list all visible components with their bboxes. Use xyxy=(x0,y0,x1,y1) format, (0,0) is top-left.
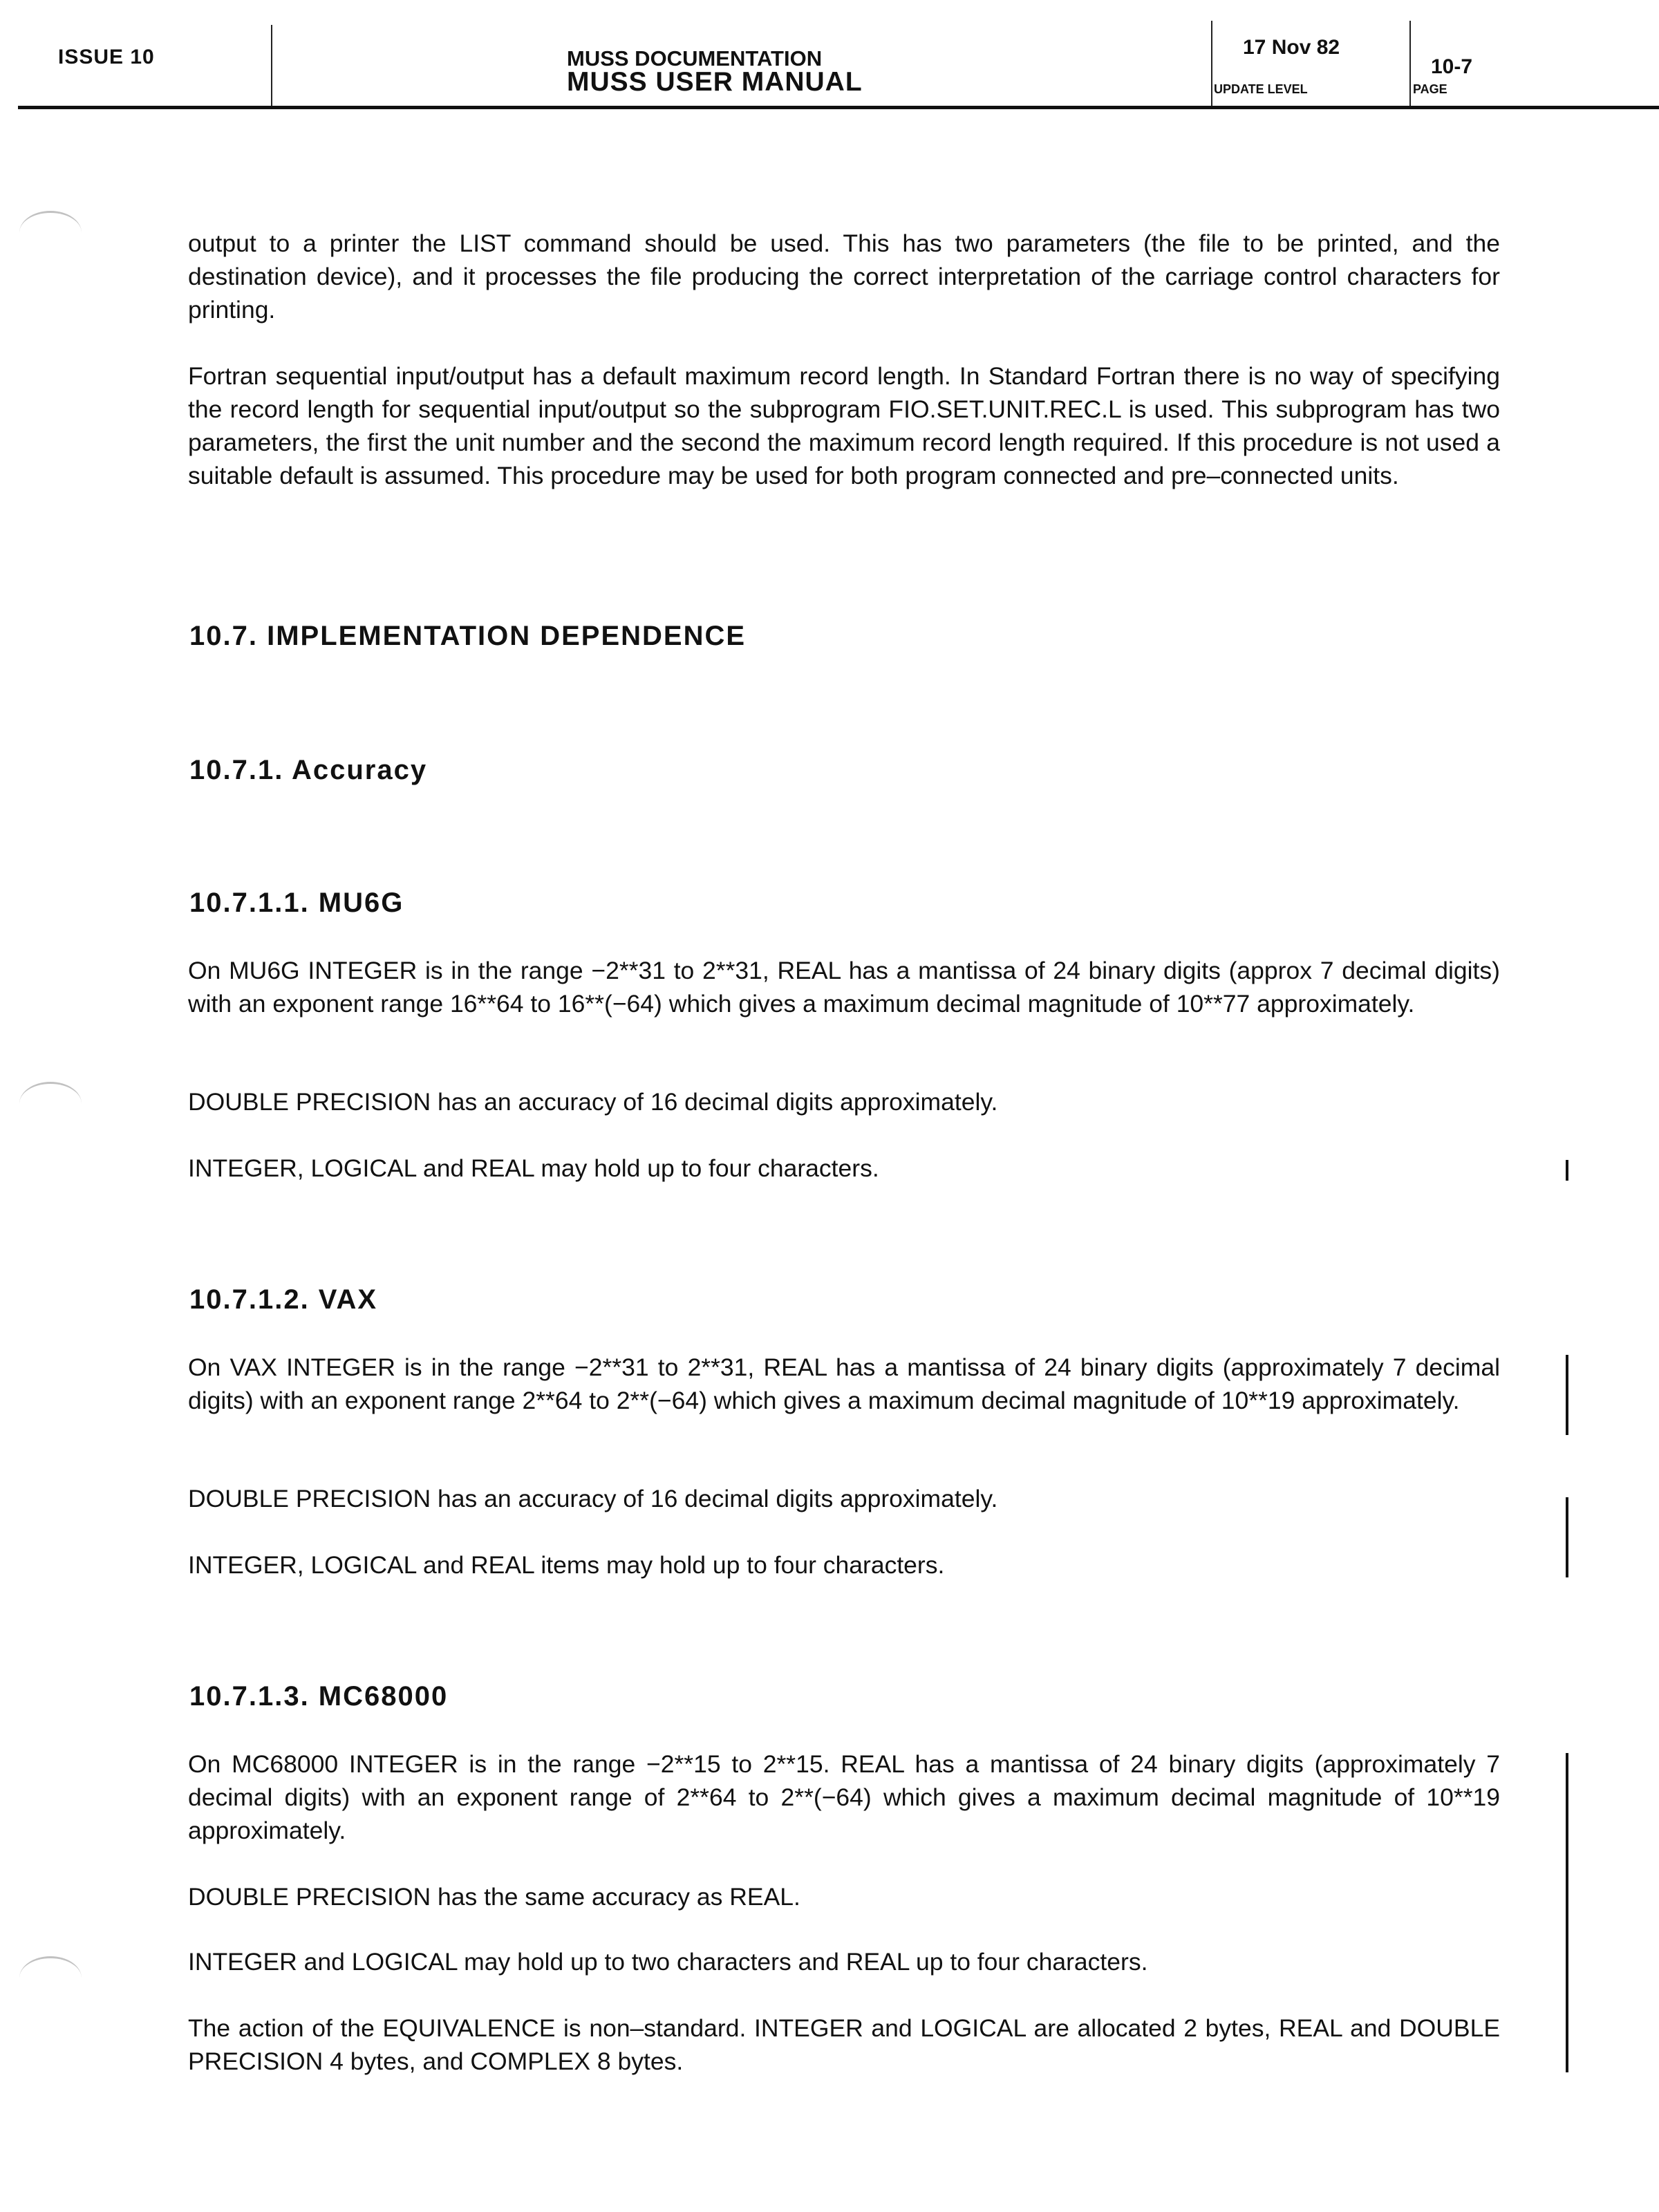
change-bar xyxy=(1566,1160,1568,1181)
mc68000-range-paragraph: On MC68000 INTEGER is in the range −2**15 to 2**15. REAL has a mantissa of 24 binary digits (approximately 7 decimal digits) with an exponent range of 2**64 to 2**(−64) which gives a maximum decimal magnitude of 10**19 approximately. xyxy=(188,1750,1500,1844)
vax-characters: INTEGER, LOGICAL and REAL items may hold up to four characters. xyxy=(188,1551,945,1579)
heading-vax: 10.7.1.2. VAX xyxy=(189,1284,378,1315)
document-title xyxy=(567,46,863,97)
change-bar xyxy=(1566,1497,1568,1577)
section-heading: 10.7. IMPLEMENTATION DEPENDENCE xyxy=(189,621,747,651)
subsection-heading-accuracy: 10.7.1. Accuracy xyxy=(189,755,428,785)
change-bar xyxy=(1566,1753,1568,2072)
update-level-label: UPDATE LEVEL xyxy=(1214,82,1308,96)
change-bar xyxy=(1566,1355,1568,1435)
paragraph-record-length: Fortran sequential input/output has a default maximum record length. In Standard Fortran there is no way of specifying the record length for sequential input/output so the subprogram FIO.SET.UNIT.REC.L is used. This subprogram has two parameters, the first the unit number and the second the maximum record length required. If this procedure is not used a suitable default is assumed. This procedure may be used for both program connected and pre–connected units. xyxy=(188,362,1500,489)
mc68000-equivalence: The action of the EQUIVALENCE is non–standard. INTEGER and LOGICAL are allocated 2 bytes, REAL and DOUBLE PRECISION 4 bytes, and COMPLEX 8 bytes. xyxy=(188,2014,1500,2075)
page-label: PAGE xyxy=(1413,82,1447,96)
mu6g-double-precision: DOUBLE PRECISION has an accuracy of 16 decimal digits approximately. xyxy=(188,1088,998,1116)
mc68000-characters: INTEGER and LOGICAL may hold up to two characters and REAL up to four characters. xyxy=(188,1948,1148,1976)
vax-double-precision: DOUBLE PRECISION has an accuracy of 16 decimal digits approximately. xyxy=(188,1485,998,1512)
paragraph-list-command: output to a printer the LIST command should be used. This has two parameters (the file to be printed, and the destination device), and it processes the file producing the correct interpretation of the carriage control characters for printing. xyxy=(188,229,1500,324)
manual-title: MUSS USER MANUAL xyxy=(567,67,863,97)
punch-hole-mark xyxy=(19,211,82,254)
mu6g-range-paragraph: On MU6G INTEGER is in the range −2**31 to 2**31, REAL has a mantissa of 24 binary digits (approx 7 decimal digits) with an exponent range 16**64 to 16**(−64) which gives a maximum decimal magnitude of 10**77 approximately. xyxy=(188,957,1500,1018)
heading-mc68000: 10.7.1.3. MC68000 xyxy=(189,1681,449,1712)
header-rule xyxy=(18,106,1659,109)
vax-range-paragraph: On VAX INTEGER is in the range −2**31 to 2**31, REAL has a mantissa of 24 binary digits (approximately 7 decimal digits) with an exponent range 2**64 to 2**(−64) which gives a maximum decimal magnitude of 10**19 approximately. xyxy=(188,1353,1500,1414)
header-divider xyxy=(1211,21,1212,108)
heading-mu6g: 10.7.1.1. MU6G xyxy=(189,888,404,918)
page-number: 10-7 xyxy=(1431,55,1473,78)
mc68000-double-precision: DOUBLE PRECISION has the same accuracy as REAL. xyxy=(188,1883,800,1911)
document-series: MUSS DOCUMENTATION xyxy=(567,46,823,71)
punch-hole-mark xyxy=(19,1956,82,2000)
header-divider xyxy=(271,25,272,108)
page-header xyxy=(0,0,1659,111)
punch-hole-mark xyxy=(19,1082,82,1125)
update-date: 17 Nov 82 xyxy=(1243,36,1340,59)
issue-label: ISSUE 10 xyxy=(58,46,155,68)
header-divider xyxy=(1409,21,1411,108)
mu6g-characters: INTEGER, LOGICAL and REAL may hold up to four characters. xyxy=(188,1154,879,1182)
